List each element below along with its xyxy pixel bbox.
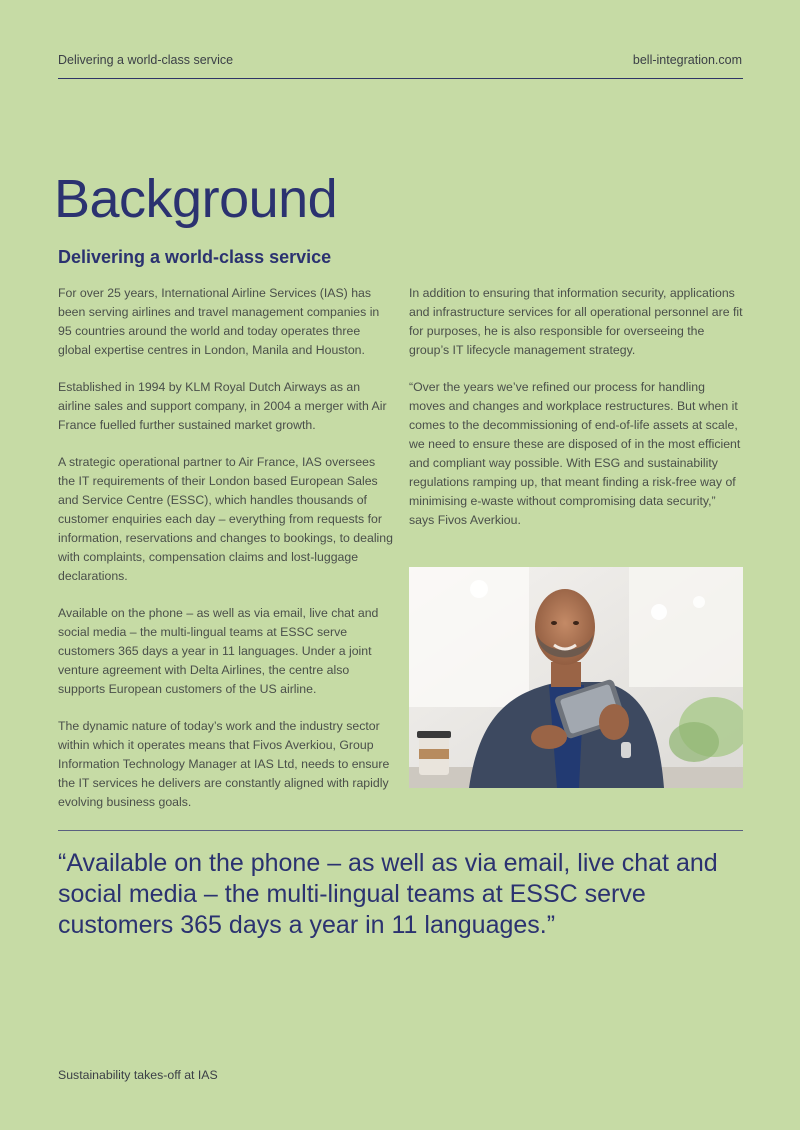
- paragraph: For over 25 years, International Airline Services (IAS) has been serving airlines and travel management companies in 95 countries around the world and today operates three global expertise centres in London, Manila and Houston.: [58, 286, 380, 357]
- header-website: bell-integration.com: [632, 53, 742, 67]
- paragraph: A strategic operational partner to Air France, IAS oversees the IT requirements of their London based European Sales and Service Centre (ESSC), which handles thousands of customer enquiries each day – everything from requests for information, reservations and changes to bookings, to dealing with complaints, compensation claims and lost-luggage declarations.: [58, 455, 393, 583]
- paragraph: Established in 1994 by KLM Royal Dutch Airways as an airline sales and support company, in 2004 a merger with Air France fuelled further sustained market growth.: [58, 380, 387, 432]
- header-section-title: Delivering a world-class service: [58, 53, 234, 67]
- footer-title: Sustainability takes-off at IAS: [58, 1068, 218, 1082]
- paragraph: “Over the years we’ve refined our process for handling moves and changes and workplace restructures. But when it comes to the decommissioning of end-of-life assets at scale, we need to ensure these are disposed of in the most efficient and compliant way possible. With ESG and sustainability regulations ramping up, that meant finding a risk-free way of minimising e-waste without compromising data security,” says Fivos Averkiou.: [409, 380, 741, 527]
- photo-man-with-tablet: [409, 567, 743, 788]
- left-text-column: [58, 284, 393, 830]
- header-divider: [58, 78, 743, 79]
- section-divider: [58, 830, 743, 831]
- paragraph: The dynamic nature of today’s work and the industry sector within which it operates means that Fivos Averkiou, Group Information Technology Manager at IAS Ltd, needs to ensure the IT services he delivers are constantly aligned with rapidly evolving business goals.: [58, 719, 390, 809]
- page-title: Background: [54, 169, 338, 229]
- right-text-column: [409, 284, 744, 548]
- page-subtitle: Delivering a world-class service: [58, 247, 332, 267]
- paragraph: Available on the phone – as well as via email, live chat and social media – the multi-lingual teams at ESSC serve customers 365 days a year in 11 languages. Under a joint venture agreement with Delta Airlines, the centre also supports European customers of the US airline.: [58, 606, 379, 696]
- paragraph: In addition to ensuring that information security, applications and infrastructure services for all operational personnel are fit for purposes, he is also responsible for overseeing the group’s IT lifecycle management strategy.: [409, 286, 743, 357]
- pull-quote: “Available on the phone – as well as via email, live chat and social media – the multi-lingual teams at ESSC serve customers 365 days a year in 11 languages.”: [58, 849, 718, 939]
